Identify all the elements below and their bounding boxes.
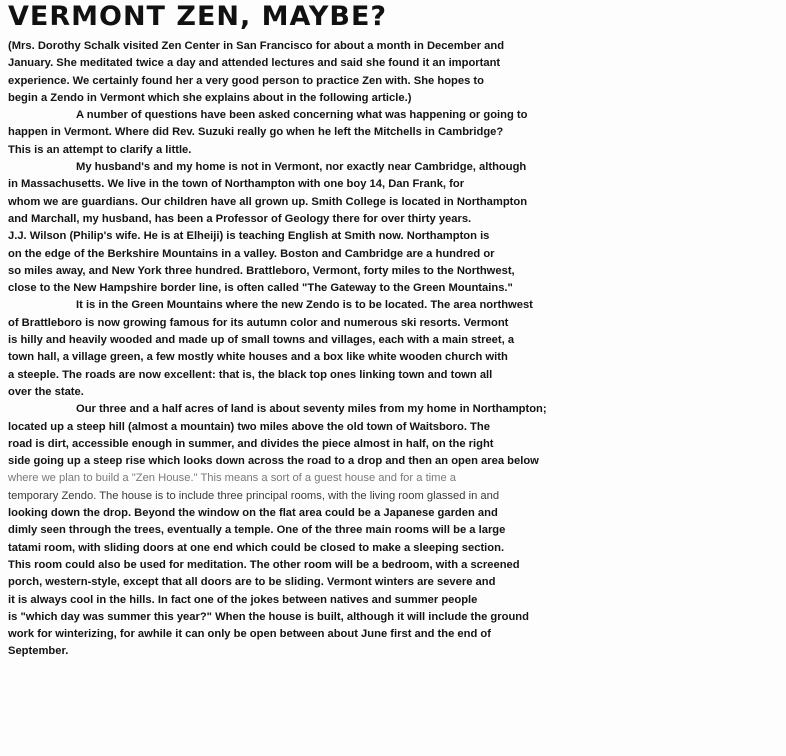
article-line: January. She meditated twice a day and attended lectures and said she found it an important [8,57,501,70]
article-line: side going up a steep rise which looks down across the road to a drop and then an open area below [8,455,539,468]
article-line: A number of questions have been asked concerning what was happening or going to [76,109,528,122]
article-line: on the edge of the Berkshire Mountains in a valley. Boston and Cambridge are a hundred or [8,247,495,260]
article-line: happen in Vermont. Where did Rev. Suzuki really go when he left the Mitchells in Cambridge? [8,126,504,139]
article-line: looking down the drop. Beyond the window on the flat area could be a Japanese garden and [8,507,498,520]
article-line: J.J. Wilson (Philip's wife. He is at Elheiji) is teaching English at Smith now. Northampton is [8,230,490,243]
article-title: VERMONT ZEN, MAYBE? [8,1,388,32]
article-line: town hall, a village green, a few mostly white houses and a box like white wooden church with [8,351,508,364]
article-line: where we plan to build a "Zen House." This means a sort of a guest house and for a time a [8,472,457,485]
article-line: work for winterizing, for awhile it can only be open between about June first and the end of [8,628,491,641]
article-line: close to the New Hampshire border line, is often called "The Gateway to the Green Mountains." [8,282,513,295]
article-line: it is always cool in the hills. In fact one of the jokes between natives and summer people [8,593,478,606]
article-line: temporary Zendo. The house is to include three principal rooms, with the living room glassed in and [8,489,500,502]
article-line: tatami room, with sliding doors at one end which could be closed to make a sleeping section. [8,541,505,554]
article-line: This is an attempt to clarify a little. [8,143,192,156]
article-line: located up a steep hill (almost a mountain) two miles above the old town of Waitsboro. The [8,420,490,433]
article-line: of Brattleboro is now growing famous for its autumn color and numerous ski resorts. Vermont [8,316,509,329]
article-line: Our three and a half acres of land is about seventy miles from my home in Northampton; [76,403,547,416]
article-line: dimly seen through the trees, eventually a temple. One of the three main rooms will be a large [8,524,506,537]
article-body [8,38,778,661]
article-line: This room could also be used for meditation. The other room will be a bedroom, with a screened [8,558,520,571]
article-line: is "which day was summer this year?" When the house is built, although it will include the ground [8,610,529,623]
article-line: over the state. [8,385,84,398]
article-line: It is in the Green Mountains where the new Zendo is to be located. The area northwest [76,299,533,312]
article-line: road is dirt, accessible enough in summer, and divides the piece almost in half, on the right [8,437,494,450]
article-line: September. [8,645,69,658]
article-line: and Marchall, my husband, has been a Professor of Geology there for over thirty years. [8,212,472,225]
article-line: whom we are guardians. Our children have all grown up. Smith College is located in Northampton [8,195,528,208]
article-line: so miles away, and New York three hundred. Brattleboro, Vermont, forty miles to the Northwest, [8,264,515,277]
article-line: porch, western-style, except that all doors are to be sliding. Vermont winters are severe and [8,576,496,589]
article-line: a steeple. The roads are now excellent: that is, the black top ones linking town and town all [8,368,493,381]
article-line: (Mrs. Dorothy Schalk visited Zen Center in San Francisco for about a month in December and [8,40,505,52]
article-line: is hilly and heavily wooded and made up of small towns and villages, each with a main street, a [8,334,515,347]
article-line: My husband's and my home is not in Vermont, nor exactly near Cambridge, although [76,161,527,174]
article-line: experience. We certainly found her a very good person to practice Zen with. She hopes to [8,74,484,87]
article-line: begin a Zendo in Vermont which she explains about in the following article.) [8,91,412,104]
article-line: in Massachusetts. We live in the town of Northampton with one boy 14, Dan Frank, for [8,178,465,191]
